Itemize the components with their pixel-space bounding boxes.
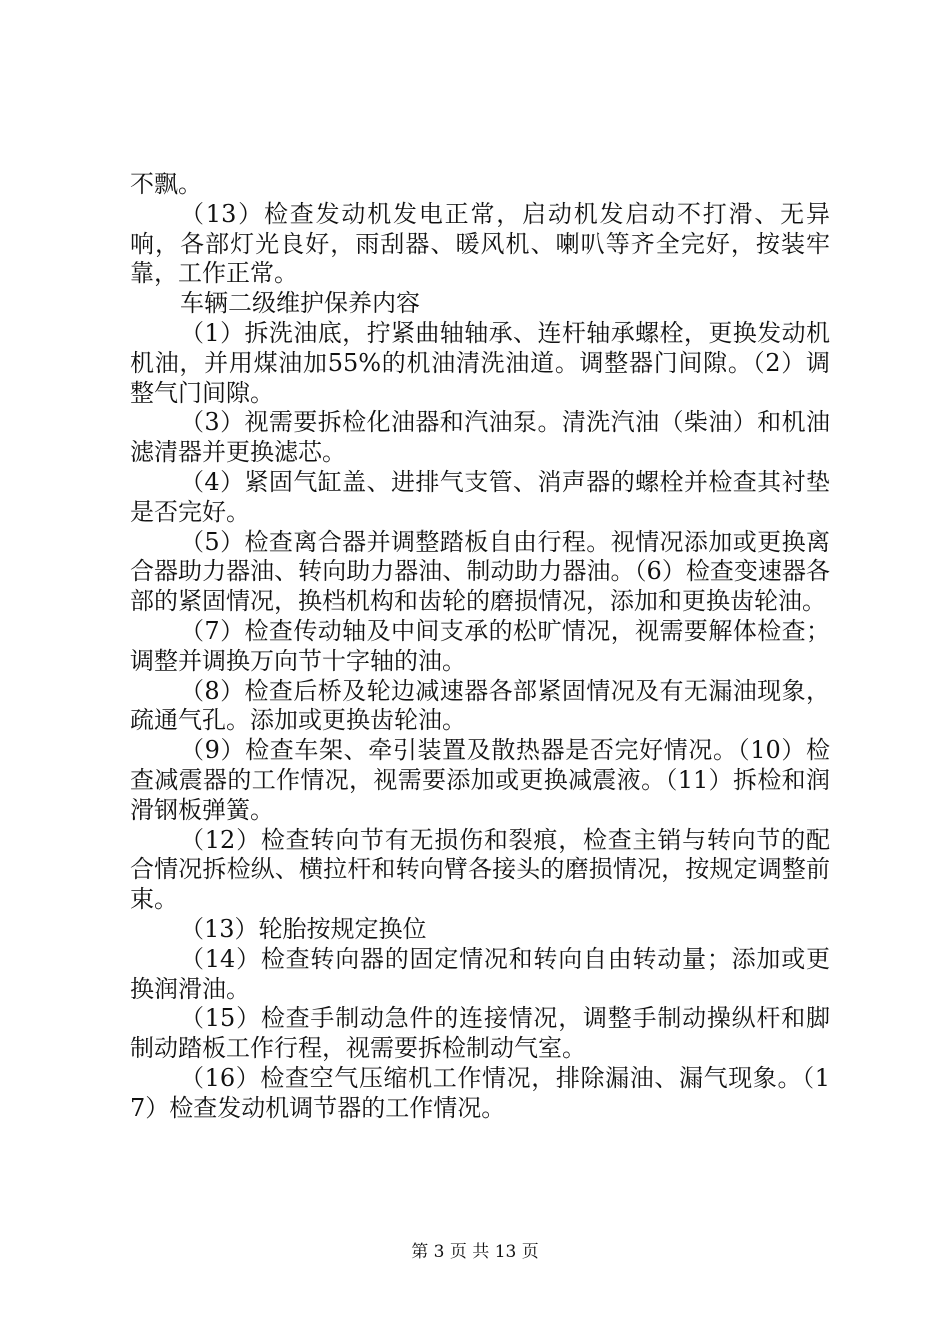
section-heading: 车辆二级维护保养内容 <box>180 289 420 318</box>
paragraph: （1）拆洗油底，拧紧曲轴轴承、连杆轴承螺栓，更换发动机机油，并用煤油加55%的机油清洗油道。调整器门间隙。（2）调整气门间隙。 <box>130 318 830 407</box>
paragraph: （7）检查传动轴及中间支承的松旷情况，视需要解体检查；调整并调换万向节十字轴的油。 <box>130 616 830 675</box>
paragraph: （8）检查后桥及轮边减速器各部紧固情况及有无漏油现象，疏通气孔。添加或更换齿轮油。 <box>130 676 830 735</box>
paragraph: （13）轮胎按规定换位 <box>180 914 427 943</box>
paragraph: （15）检查手制动急件的连接情况，调整手制动操纵杆和脚制动踏板工作行程，视需要拆检制动气室。 <box>130 1004 830 1063</box>
paragraph: （12）检查转向节有无损伤和裂痕，检查主销与转向节的配合情况拆检纵、横拉杆和转向臂各接头的磨损情况，按规定调整前束。 <box>130 825 830 914</box>
paragraph: （14）检查转向器的固定情况和转向自由转动量；添加或更换润滑油。 <box>130 944 830 1003</box>
paragraph: （3）视需要拆检化油器和汽油泵。清洗汽油（柴油）和机油滤清器并更换滤芯。 <box>130 408 830 467</box>
paragraph: 不飘。 <box>130 170 202 198</box>
paragraph: （4）紧固气缸盖、进排气支管、消声器的螺栓并检查其衬垫是否完好。 <box>130 467 830 526</box>
paragraph: （13）检查发动机发电正常，启动机发启动不打滑、无异响，各部灯光良好，雨刮器、暖风机、喇叭等齐全完好，按装牢靠，工作正常。 <box>130 199 830 288</box>
page-number-footer: 第 3 页 共 13 页 <box>411 1242 539 1262</box>
document-body <box>130 170 830 1124</box>
paragraph: （5）检查离合器并调整踏板自由行程。视情况添加或更换离合器助力器油、转向助力器油、制动助力器油。（6）检查变速器各部的紧固情况，换档机构和齿轮的磨损情况，添加和更换齿轮油。 <box>130 527 830 616</box>
paragraph: （9）检查车架、牵引装置及散热器是否完好情况。（10）检查减震器的工作情况，视需要添加或更换减震液。（11）拆检和润滑钢板弹簧。 <box>130 736 830 824</box>
paragraph: （16）检查空气压缩机工作情况，排除漏油、漏气现象。（17）检查发动机调节器的工作情况。 <box>130 1063 830 1122</box>
